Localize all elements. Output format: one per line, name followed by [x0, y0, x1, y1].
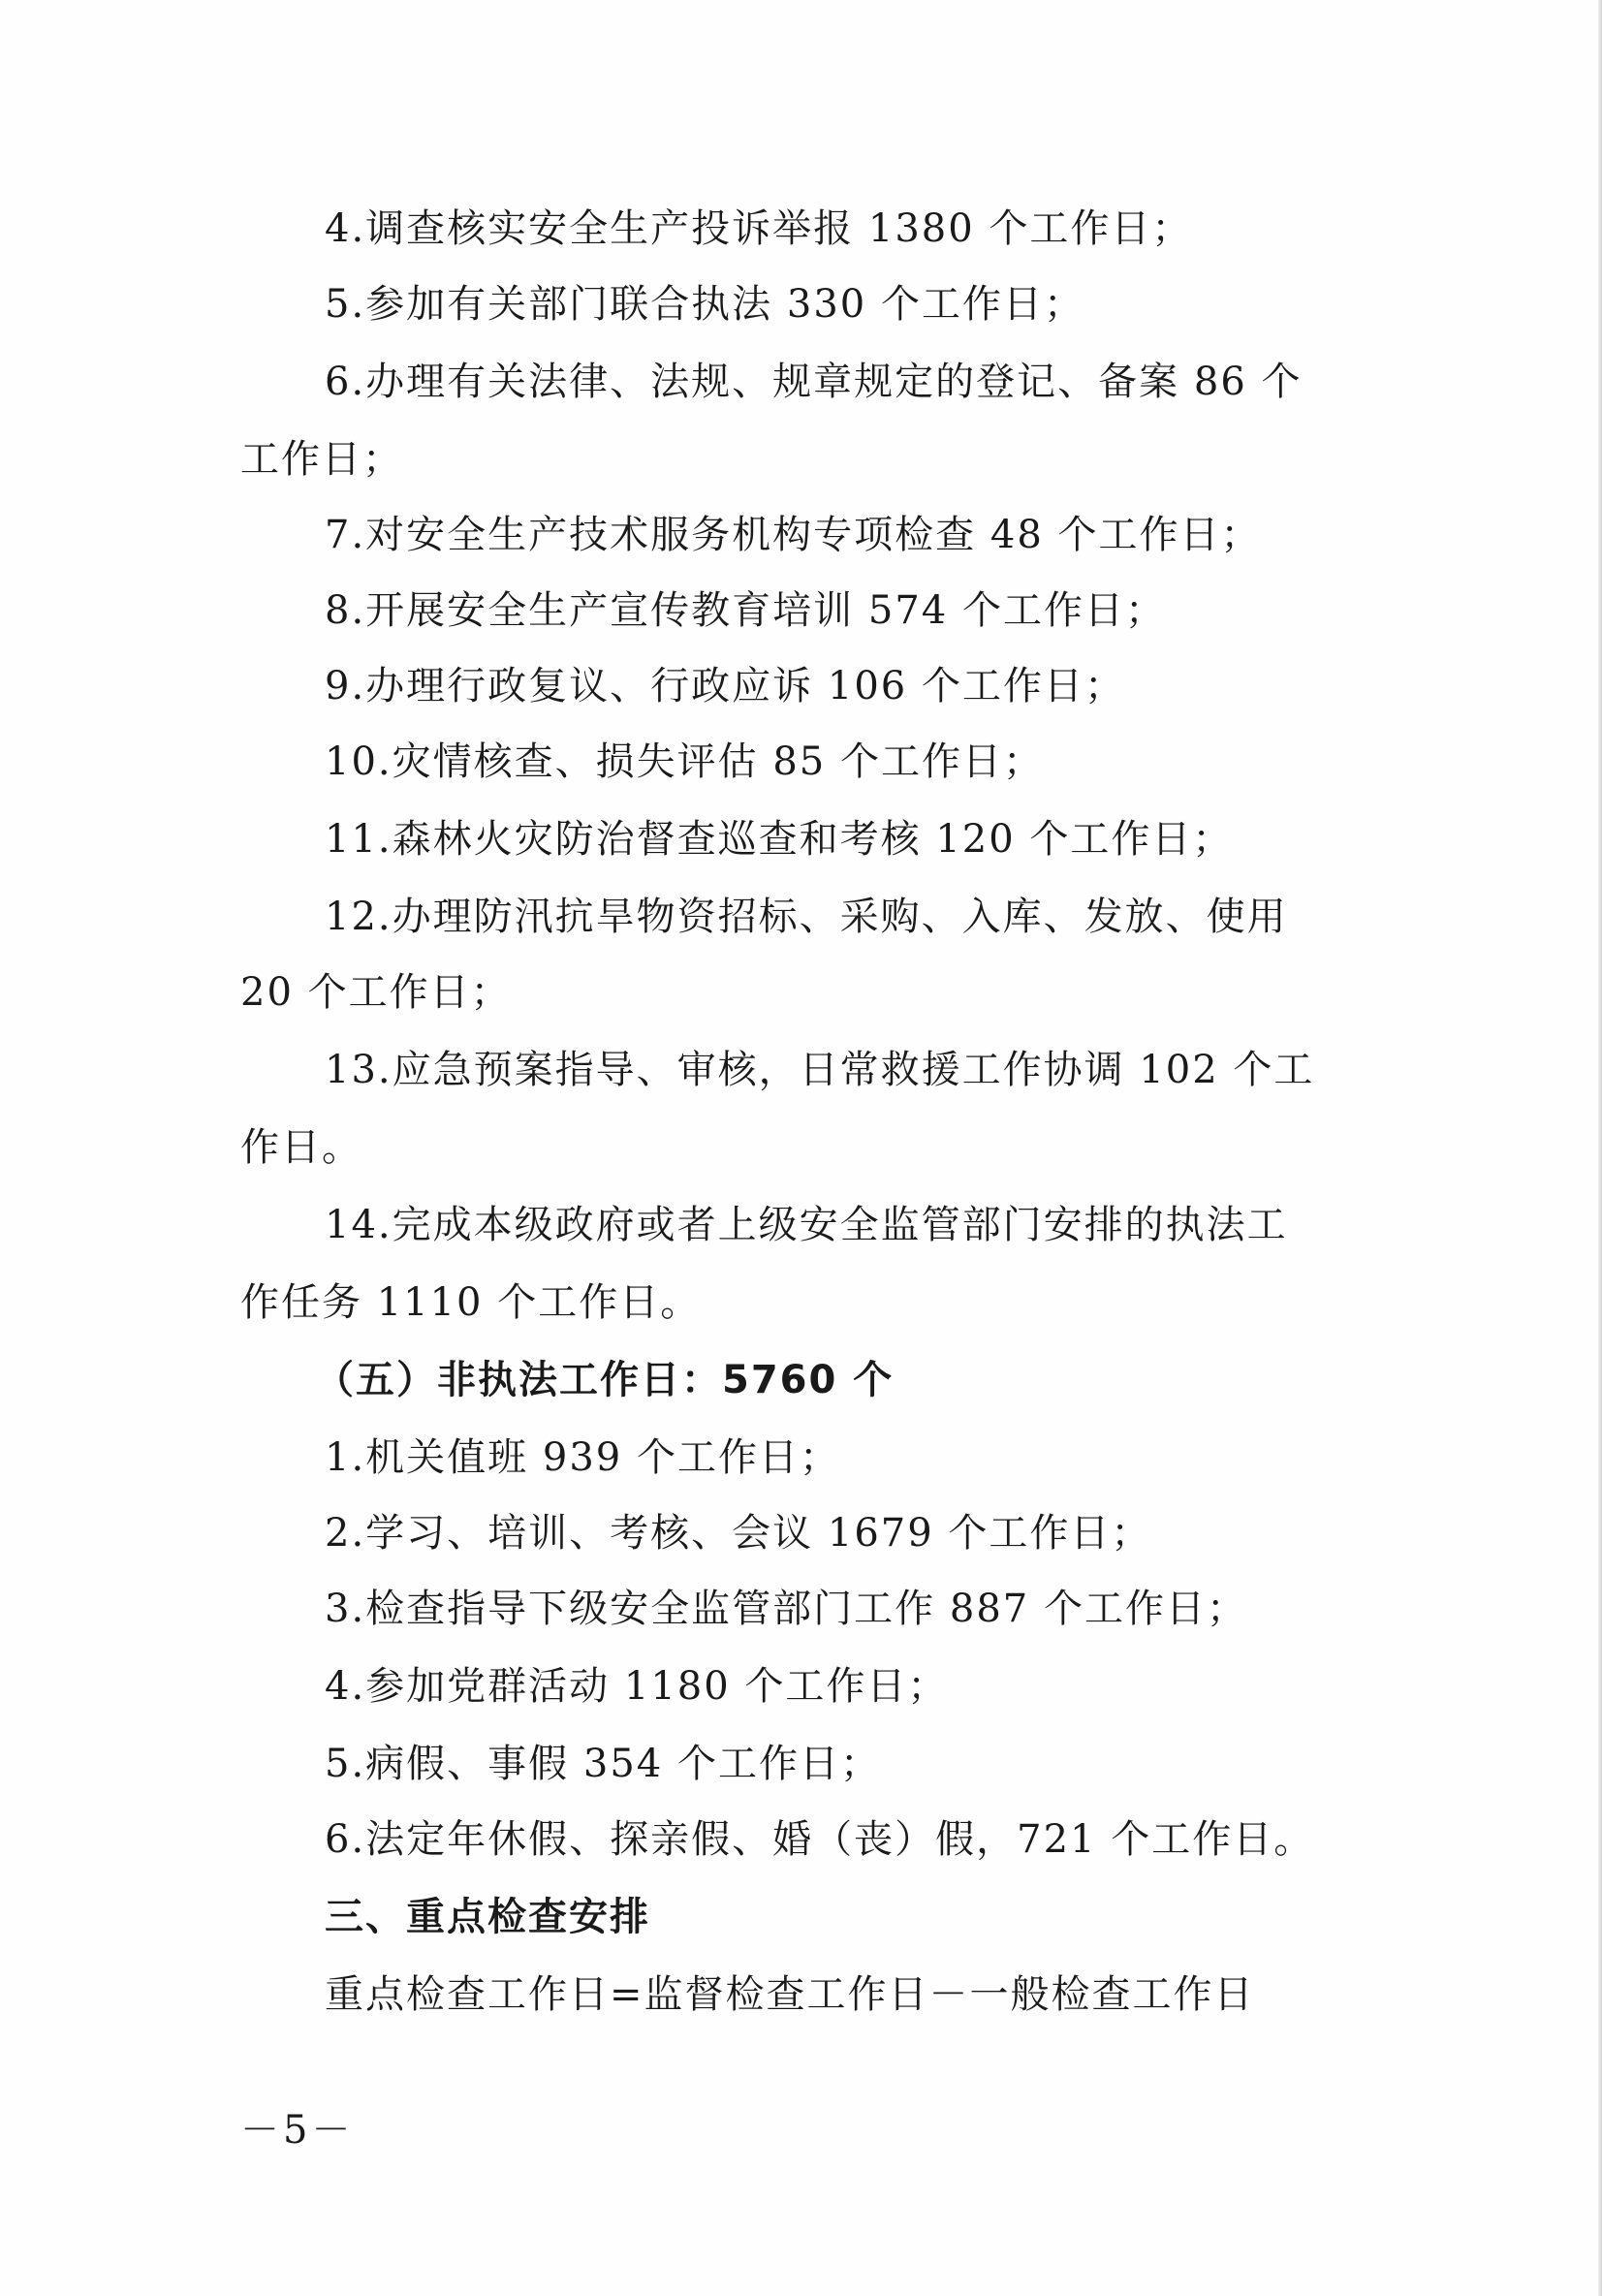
item-8-education-training: 8.开展安全生产宣传教育培训 574 个工作日；: [325, 588, 1166, 633]
item-14-assigned-tasks: 14.完成本级政府或者上级安全监管部门安排的执法工: [325, 1203, 1288, 1247]
item-9-admin-review: 9.办理行政复议、行政应诉 106 个工作日；: [325, 664, 1125, 708]
page-number: －5－: [240, 2108, 355, 2153]
nonenf-item-4-party-activities: 4.参加党群活动 1180 个工作日；: [325, 1664, 949, 1709]
nonenf-item-1-duty: 1.机关值班 939 个工作日；: [325, 1435, 840, 1480]
item-4-complaints: 4.调查核实安全生产投诉举报 1380 个工作日；: [325, 206, 1193, 251]
formula-line: 重点检查工作日=监督检查工作日－一般检查工作日: [325, 1972, 1255, 2017]
item-5-joint-enforcement: 5.参加有关部门联合执法 330 个工作日；: [325, 282, 1084, 327]
item-12-continuation: 20 个工作日；: [240, 970, 512, 1015]
item-13-continuation: 作日。: [240, 1125, 362, 1170]
nonenf-item-3-guidance: 3.检查指导下级安全监管部门工作 887 个工作日；: [325, 1587, 1247, 1631]
nonenf-item-5-leave: 5.病假、事假 354 个工作日；: [325, 1742, 881, 1786]
item-13-emergency-plans: 13.应急预案指导、审核，日常救援工作协调 102 个工: [325, 1048, 1315, 1092]
item-14-continuation: 作任务 1110 个工作日。: [240, 1280, 702, 1325]
nonenf-item-2-study: 2.学习、培训、考核、会议 1679 个工作日；: [325, 1511, 1152, 1556]
nonenf-item-6-holidays: 6.法定年休假、探亲假、婚（丧）假，721 个工作日。: [325, 1817, 1315, 1862]
item-7-tech-service-inspection: 7.对安全生产技术服务机构专项检查 48 个工作日；: [325, 513, 1262, 557]
item-10-disaster-assessment: 10.灾情核查、损失评估 85 个工作日；: [325, 739, 1044, 784]
page-edge: [1598, 0, 1602, 2296]
item-12-flood-materials: 12.办理防汛抗旱物资招标、采购、入库、发放、使用: [325, 895, 1288, 939]
section-3-heading: 三、重点检查安排: [325, 1895, 650, 1939]
item-6-continuation: 工作日；: [240, 437, 403, 482]
item-6-registration: 6.办理有关法律、法规、规章规定的登记、备案 86 个: [325, 360, 1303, 404]
item-11-forest-fire: 11.森林火灾防治督查巡查和考核 120 个工作日；: [325, 817, 1234, 862]
section-5-heading: （五）非执法工作日：5760 个: [315, 1358, 895, 1402]
